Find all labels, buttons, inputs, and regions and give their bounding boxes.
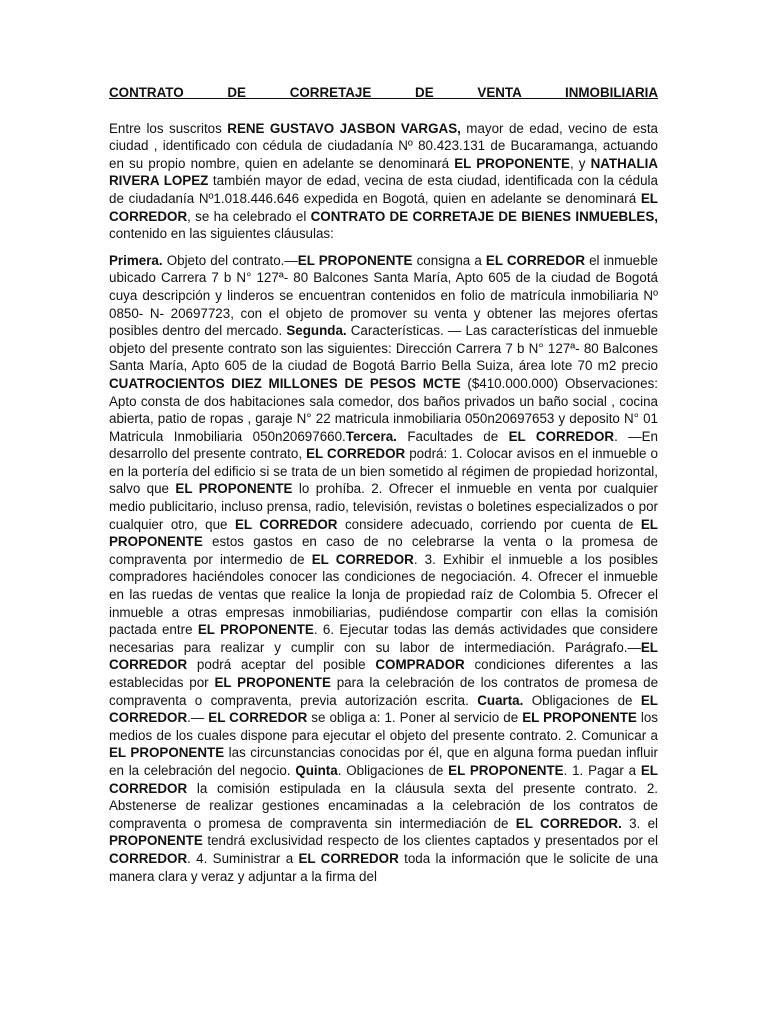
bold-text: EL PROPONENTE: [454, 155, 570, 171]
bold-text: EL CORREDOR: [298, 850, 399, 866]
bold-text: CUATROCIENTOS DIEZ MILLONES DE PESOS MCTE: [109, 375, 461, 391]
bold-text: COMPRADOR: [375, 657, 465, 673]
body-text: contenido en las siguientes cláusulas:: [109, 226, 334, 242]
bold-text: Tercera.: [345, 428, 397, 444]
body-text: . 3. Exhibir el inmueble a los posibles compradores haciéndoles conocer las condiciones de negociación. 4. Ofrecer el inmueble en las ruedas de ventas que realice la lonja de propiedad raíz de Colombia 5. Ofrecer el inmueble a otras empresas inmobiliarias, pudiéndose compartir con ellas la comisión pactada entre: [109, 551, 658, 638]
body-text: Entre los suscritos: [109, 120, 228, 136]
body-text: mayor de edad, vecino de esta ciudad , identificado con cédula de ciudadanía Nº 80.423.131 de Bucaramanga, actuando en su propio nombre, quien en adelante se denominará: [109, 120, 659, 171]
body-text: condiciones diferentes a las establecidas por: [109, 657, 658, 690]
bold-text: EL PROPONENTE: [214, 675, 331, 690]
bold-text: PROPONENTE: [109, 833, 203, 849]
body-text: la comisión estipulada en la cláusula sexta del presente contrato. 2. Abstenerse de realizar gestiones encaminadas a la celebración de los contratos de compraventa o promesa de compraventa sin intermediación de: [109, 780, 658, 831]
body-text: . 6. Ejecutar todas las demás actividades que considere necesarias para realizar y cumplir con su labor de intermediación. Parágrafo.—: [109, 622, 658, 655]
body-text: consigna a: [412, 252, 486, 268]
body-text: podrá: 1. Colocar avisos en el inmueble o en la portería del edificio si se trata de un bien sometido al régimen de propiedad horizontal, salvo que: [109, 446, 658, 497]
bold-text: CONTRATO DE CORRETAJE DE BIENES INMUEBLES,: [310, 208, 658, 224]
bold-text: EL PROPONENTE: [175, 481, 293, 497]
body-text: , y: [569, 155, 591, 171]
bold-text: EL PROPONENTE: [109, 745, 225, 761]
body-text: lo prohíba. 2. Ofrecer el inmueble en venta por cualquier medio publicitario, incluso prensa, radio, televisión, revistas o boletines especializados o por cualquier otro, que: [109, 481, 658, 532]
bold-text: EL PROPONENTE: [448, 762, 564, 778]
body-text: podrá aceptar del posible: [187, 657, 376, 673]
body-text: .—: [187, 710, 209, 726]
bold-text: EL CORREDOR: [109, 762, 658, 796]
bold-text: EL CORREDOR: [485, 252, 585, 268]
document-page: [109, 84, 658, 894]
body-text: ($410.000.000) Observaciones: Apto consta de dos habitaciones sala comedor, dos baños privados un baño social , cocina abierta, patio de ropas , garaje N° 22 matricula inmobiliaria 050n20697653 y deposito N° 01 Matricula Inmobiliaria 050n20697660.: [109, 375, 658, 444]
bold-text: Primera.: [109, 252, 163, 268]
body-text: . Obligaciones de: [337, 762, 449, 778]
bold-text: CORREDOR: [109, 850, 188, 866]
bold-text: Segunda.: [286, 323, 347, 339]
bold-text: EL CORREDOR: [109, 692, 658, 726]
body-text: 3. el: [621, 815, 658, 831]
body-text: . —En desarrollo del presente contrato,: [109, 428, 658, 462]
body-text: Facultades de: [396, 428, 509, 444]
body-text: los medios de los cuales dispone para ejecutar el objeto del presente contrato. 2. Comunicar a: [109, 710, 658, 743]
body-text: . 4. Suministrar a: [187, 850, 299, 866]
bold-text: EL CORREDOR: [109, 190, 658, 224]
body-text: Obligaciones de: [523, 692, 641, 708]
bold-text: EL PROPONENTE: [197, 622, 314, 638]
bold-text: EL PROPONENTE: [522, 710, 637, 726]
bold-text: EL CORREDOR: [234, 516, 338, 532]
body-text: para la celebración de los contratos de promesa de compraventa o compraventa, previa autorización escrita.: [109, 675, 659, 708]
body-text: , se ha celebrado el: [187, 208, 311, 224]
bold-text: EL CORREDOR: [311, 551, 414, 567]
bold-text: RENE GUSTAVO JASBON VARGAS,: [227, 120, 461, 136]
body-text: también mayor de edad, vecina de esta ciudad, identificada con la cédula de ciudadanía Nº1.018.446.646 expedida en Bogotá, quien en adelante se denominará: [109, 173, 658, 206]
bold-text: EL PROPONENTE: [297, 252, 413, 268]
bold-text: EL CORREDOR: [508, 428, 615, 444]
body-text: Características. — Las características del inmueble objeto del presente contrato son las siguientes: Dirección Carrera 7 b N° 127ª- 80 Balcones Santa María, Apto 605 de la ciudad de Bogotá Barrio Bella Suiza, área lote 70 m2 precio: [109, 323, 658, 374]
document-body: [109, 120, 658, 886]
paragraph-2: [109, 252, 658, 885]
body-text: se obliga a: 1. Poner al servicio de: [307, 710, 523, 726]
body-text: Objeto del contrato.—: [162, 252, 298, 268]
body-text: considere adecuado, corriendo por cuenta de: [337, 516, 641, 532]
paragraph-1: [109, 120, 658, 243]
body-text: el inmueble ubicado Carrera 7 b N° 127ª- 80 Balcones Santa María, Apto 605 de la ciudad de Bogotá cuya descripción y linderos se encuentran contenidos en folio de matrícula inmobiliaria Nº 0850- N- 20697723, con el objeto de promover su venta y obtener las mejores ofertas posibles dentro del mercado.: [109, 252, 658, 339]
body-text: toda la información que le solicite de una manera clara y veraz y adjuntar a la firma del: [109, 850, 658, 884]
bold-text: Quinta: [295, 762, 338, 778]
bold-text: EL CORREDOR.: [515, 815, 622, 831]
bold-text: EL CORREDOR: [109, 639, 658, 673]
body-text: las circunstancias conocidas por él, que en alguna forma puedan influir en la celebración del negocio.: [109, 745, 658, 778]
bold-text: EL CORREDOR: [208, 710, 308, 726]
body-text: estos gastos en caso de no celebrarse la venta o la promesa de compraventa por intermedio de: [109, 534, 658, 567]
bold-text: EL CORREDOR: [306, 446, 406, 462]
bold-text: NATHALIA RIVERA LOPEZ: [109, 155, 659, 189]
body-text: . 1. Pagar a: [563, 762, 641, 778]
body-text: tendrá exclusividad respecto de los clientes captados y presentados por el: [202, 833, 658, 849]
bold-text: Cuarta.: [477, 692, 524, 708]
document-title: CONTRATO DE CORRETAJE DE VENTA INMOBILIARIA: [109, 85, 658, 100]
bold-text: EL PROPONENTE: [109, 516, 658, 550]
